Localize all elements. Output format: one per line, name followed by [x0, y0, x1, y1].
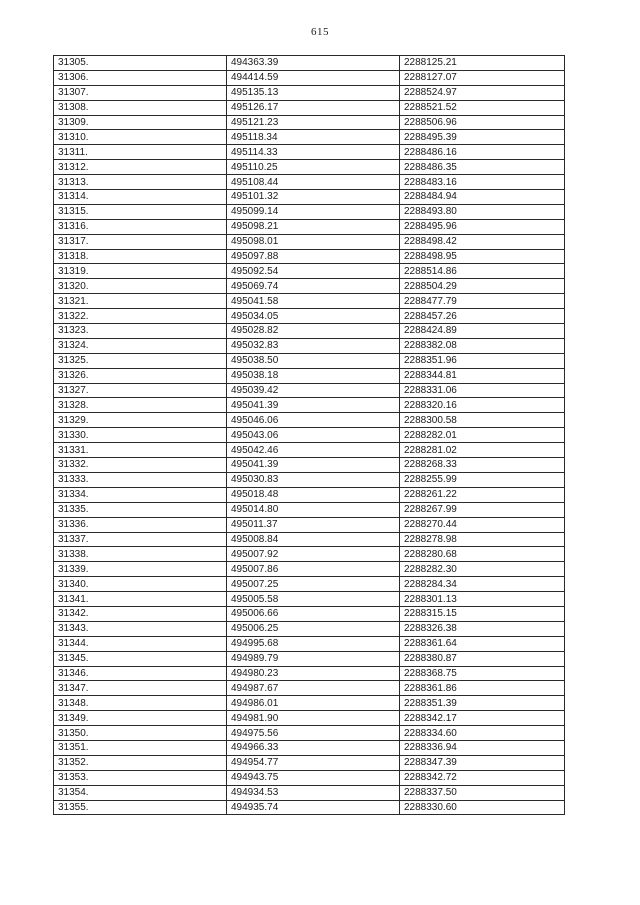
- x-coordinate-cell: 495099.14: [227, 204, 400, 219]
- point-number-cell: 31305.: [54, 56, 227, 71]
- point-number-cell: 31344.: [54, 636, 227, 651]
- y-coordinate-cell: 2288268.33: [400, 458, 565, 473]
- x-coordinate-cell: 495108.44: [227, 175, 400, 190]
- y-coordinate-cell: 2288486.16: [400, 145, 565, 160]
- point-number-cell: 31342.: [54, 606, 227, 621]
- x-coordinate-cell: 495034.05: [227, 309, 400, 324]
- point-number-cell: 31339.: [54, 562, 227, 577]
- y-coordinate-cell: 2288457.26: [400, 309, 565, 324]
- point-number-cell: 31329.: [54, 413, 227, 428]
- point-number-cell: 31312.: [54, 160, 227, 175]
- point-number-cell: 31317.: [54, 234, 227, 249]
- y-coordinate-cell: 2288261.22: [400, 487, 565, 502]
- y-coordinate-cell: 2288361.64: [400, 636, 565, 651]
- table-row: [54, 309, 565, 324]
- table-row: [54, 681, 565, 696]
- point-number-cell: 31346.: [54, 666, 227, 681]
- x-coordinate-cell: 495007.25: [227, 577, 400, 592]
- y-coordinate-cell: 2288483.16: [400, 175, 565, 190]
- point-number-cell: 31330.: [54, 428, 227, 443]
- point-number-cell: 31310.: [54, 130, 227, 145]
- table-row: [54, 160, 565, 175]
- table-row: [54, 651, 565, 666]
- y-coordinate-cell: 2288382.08: [400, 338, 565, 353]
- x-coordinate-cell: 495007.86: [227, 562, 400, 577]
- point-number-cell: 31354.: [54, 785, 227, 800]
- y-coordinate-cell: 2288326.38: [400, 621, 565, 636]
- y-coordinate-cell: 2288351.96: [400, 353, 565, 368]
- y-coordinate-cell: 2288282.30: [400, 562, 565, 577]
- point-number-cell: 31316.: [54, 219, 227, 234]
- coordinates-table-body: [54, 56, 565, 815]
- x-coordinate-cell: 494935.74: [227, 800, 400, 815]
- y-coordinate-cell: 2288330.60: [400, 800, 565, 815]
- point-number-cell: 31313.: [54, 175, 227, 190]
- x-coordinate-cell: 494980.23: [227, 666, 400, 681]
- table-row: [54, 502, 565, 517]
- y-coordinate-cell: 2288486.35: [400, 160, 565, 175]
- point-number-cell: 31347.: [54, 681, 227, 696]
- y-coordinate-cell: 2288267.99: [400, 502, 565, 517]
- x-coordinate-cell: 495028.82: [227, 324, 400, 339]
- point-number-cell: 31338.: [54, 547, 227, 562]
- point-number-cell: 31306.: [54, 70, 227, 85]
- x-coordinate-cell: 495114.33: [227, 145, 400, 160]
- table-row: [54, 696, 565, 711]
- x-coordinate-cell: 495126.17: [227, 100, 400, 115]
- y-coordinate-cell: 2288498.95: [400, 249, 565, 264]
- x-coordinate-cell: 495043.06: [227, 428, 400, 443]
- page-number: 615: [311, 26, 329, 38]
- table-row: [54, 800, 565, 815]
- table-row: [54, 592, 565, 607]
- point-number-cell: 31315.: [54, 204, 227, 219]
- y-coordinate-cell: 2288125.21: [400, 56, 565, 71]
- table-row: [54, 204, 565, 219]
- x-coordinate-cell: 494363.39: [227, 56, 400, 71]
- table-row: [54, 383, 565, 398]
- x-coordinate-cell: 494995.68: [227, 636, 400, 651]
- table-row: [54, 740, 565, 755]
- point-number-cell: 31320.: [54, 279, 227, 294]
- point-number-cell: 31324.: [54, 338, 227, 353]
- y-coordinate-cell: 2288514.86: [400, 264, 565, 279]
- table-row: [54, 70, 565, 85]
- x-coordinate-cell: 494986.01: [227, 696, 400, 711]
- y-coordinate-cell: 2288498.42: [400, 234, 565, 249]
- point-number-cell: 31353.: [54, 770, 227, 785]
- x-coordinate-cell: 494989.79: [227, 651, 400, 666]
- table-row: [54, 458, 565, 473]
- y-coordinate-cell: 2288278.98: [400, 532, 565, 547]
- table-row: [54, 711, 565, 726]
- coordinates-table: [53, 55, 565, 815]
- y-coordinate-cell: 2288284.34: [400, 577, 565, 592]
- table-row: [54, 726, 565, 741]
- table-row: [54, 487, 565, 502]
- x-coordinate-cell: 494934.53: [227, 785, 400, 800]
- y-coordinate-cell: 2288506.96: [400, 115, 565, 130]
- table-row: [54, 190, 565, 205]
- point-number-cell: 31321.: [54, 294, 227, 309]
- point-number-cell: 31352.: [54, 755, 227, 770]
- x-coordinate-cell: 495041.58: [227, 294, 400, 309]
- table-row: [54, 130, 565, 145]
- point-number-cell: 31345.: [54, 651, 227, 666]
- y-coordinate-cell: 2288477.79: [400, 294, 565, 309]
- x-coordinate-cell: 495006.66: [227, 606, 400, 621]
- x-coordinate-cell: 495092.54: [227, 264, 400, 279]
- x-coordinate-cell: 495038.18: [227, 368, 400, 383]
- x-coordinate-cell: 495030.83: [227, 472, 400, 487]
- point-number-cell: 31333.: [54, 472, 227, 487]
- table-row: [54, 547, 565, 562]
- x-coordinate-cell: 494954.77: [227, 755, 400, 770]
- table-row: [54, 443, 565, 458]
- table-row: [54, 517, 565, 532]
- x-coordinate-cell: 494981.90: [227, 711, 400, 726]
- table-row: [54, 338, 565, 353]
- x-coordinate-cell: 495069.74: [227, 279, 400, 294]
- table-row: [54, 621, 565, 636]
- table-row: [54, 532, 565, 547]
- x-coordinate-cell: 495011.37: [227, 517, 400, 532]
- table-row: [54, 666, 565, 681]
- y-coordinate-cell: 2288282.01: [400, 428, 565, 443]
- table-row: [54, 577, 565, 592]
- y-coordinate-cell: 2288127.07: [400, 70, 565, 85]
- y-coordinate-cell: 2288361.86: [400, 681, 565, 696]
- y-coordinate-cell: 2288334.60: [400, 726, 565, 741]
- table-row: [54, 562, 565, 577]
- point-number-cell: 31351.: [54, 740, 227, 755]
- y-coordinate-cell: 2288521.52: [400, 100, 565, 115]
- point-number-cell: 31311.: [54, 145, 227, 160]
- table-row: [54, 636, 565, 651]
- x-coordinate-cell: 495041.39: [227, 398, 400, 413]
- table-row: [54, 249, 565, 264]
- y-coordinate-cell: 2288300.58: [400, 413, 565, 428]
- x-coordinate-cell: 495098.21: [227, 219, 400, 234]
- x-coordinate-cell: 494987.67: [227, 681, 400, 696]
- point-number-cell: 31322.: [54, 309, 227, 324]
- y-coordinate-cell: 2288504.29: [400, 279, 565, 294]
- point-number-cell: 31340.: [54, 577, 227, 592]
- table-row: [54, 294, 565, 309]
- x-coordinate-cell: 495006.25: [227, 621, 400, 636]
- table-row: [54, 279, 565, 294]
- table-row: [54, 234, 565, 249]
- table-row: [54, 368, 565, 383]
- table-row: [54, 100, 565, 115]
- y-coordinate-cell: 2288493.80: [400, 204, 565, 219]
- x-coordinate-cell: 495014.80: [227, 502, 400, 517]
- x-coordinate-cell: 495041.39: [227, 458, 400, 473]
- y-coordinate-cell: 2288336.94: [400, 740, 565, 755]
- table-row: [54, 353, 565, 368]
- y-coordinate-cell: 2288424.89: [400, 324, 565, 339]
- y-coordinate-cell: 2288331.06: [400, 383, 565, 398]
- table-row: [54, 264, 565, 279]
- point-number-cell: 31331.: [54, 443, 227, 458]
- point-number-cell: 31332.: [54, 458, 227, 473]
- x-coordinate-cell: 495121.23: [227, 115, 400, 130]
- table-row: [54, 606, 565, 621]
- y-coordinate-cell: 2288351.39: [400, 696, 565, 711]
- y-coordinate-cell: 2288484.94: [400, 190, 565, 205]
- table-row: [54, 175, 565, 190]
- table-row: [54, 398, 565, 413]
- y-coordinate-cell: 2288342.72: [400, 770, 565, 785]
- x-coordinate-cell: 494966.33: [227, 740, 400, 755]
- point-number-cell: 31325.: [54, 353, 227, 368]
- point-number-cell: 31355.: [54, 800, 227, 815]
- x-coordinate-cell: 495042.46: [227, 443, 400, 458]
- x-coordinate-cell: 495110.25: [227, 160, 400, 175]
- point-number-cell: 31328.: [54, 398, 227, 413]
- x-coordinate-cell: 495046.06: [227, 413, 400, 428]
- x-coordinate-cell: 495038.50: [227, 353, 400, 368]
- table-row: [54, 324, 565, 339]
- x-coordinate-cell: 495098.01: [227, 234, 400, 249]
- table-row: [54, 755, 565, 770]
- point-number-cell: 31309.: [54, 115, 227, 130]
- x-coordinate-cell: 495007.92: [227, 547, 400, 562]
- point-number-cell: 31308.: [54, 100, 227, 115]
- point-number-cell: 31337.: [54, 532, 227, 547]
- point-number-cell: 31326.: [54, 368, 227, 383]
- y-coordinate-cell: 2288380.87: [400, 651, 565, 666]
- x-coordinate-cell: 495018.48: [227, 487, 400, 502]
- table-row: [54, 428, 565, 443]
- y-coordinate-cell: 2288255.99: [400, 472, 565, 487]
- x-coordinate-cell: 495039.42: [227, 383, 400, 398]
- point-number-cell: 31350.: [54, 726, 227, 741]
- y-coordinate-cell: 2288315.15: [400, 606, 565, 621]
- y-coordinate-cell: 2288368.75: [400, 666, 565, 681]
- point-number-cell: 31314.: [54, 190, 227, 205]
- point-number-cell: 31319.: [54, 264, 227, 279]
- x-coordinate-cell: 495118.34: [227, 130, 400, 145]
- table-row: [54, 219, 565, 234]
- table-row: [54, 413, 565, 428]
- x-coordinate-cell: 495032.83: [227, 338, 400, 353]
- point-number-cell: 31343.: [54, 621, 227, 636]
- y-coordinate-cell: 2288337.50: [400, 785, 565, 800]
- y-coordinate-cell: 2288344.81: [400, 368, 565, 383]
- table-row: [54, 145, 565, 160]
- table-row: [54, 56, 565, 71]
- point-number-cell: 31323.: [54, 324, 227, 339]
- y-coordinate-cell: 2288342.17: [400, 711, 565, 726]
- y-coordinate-cell: 2288524.97: [400, 85, 565, 100]
- point-number-cell: 31341.: [54, 592, 227, 607]
- x-coordinate-cell: 495097.88: [227, 249, 400, 264]
- x-coordinate-cell: 495008.84: [227, 532, 400, 547]
- table-row: [54, 85, 565, 100]
- y-coordinate-cell: 2288347.39: [400, 755, 565, 770]
- y-coordinate-cell: 2288270.44: [400, 517, 565, 532]
- x-coordinate-cell: 494414.59: [227, 70, 400, 85]
- table-row: [54, 472, 565, 487]
- point-number-cell: 31336.: [54, 517, 227, 532]
- point-number-cell: 31349.: [54, 711, 227, 726]
- point-number-cell: 31307.: [54, 85, 227, 100]
- table-row: [54, 115, 565, 130]
- x-coordinate-cell: 495101.32: [227, 190, 400, 205]
- point-number-cell: 31348.: [54, 696, 227, 711]
- y-coordinate-cell: 2288495.39: [400, 130, 565, 145]
- point-number-cell: 31334.: [54, 487, 227, 502]
- x-coordinate-cell: 494975.56: [227, 726, 400, 741]
- y-coordinate-cell: 2288320.16: [400, 398, 565, 413]
- point-number-cell: 31327.: [54, 383, 227, 398]
- y-coordinate-cell: 2288281.02: [400, 443, 565, 458]
- table-row: [54, 785, 565, 800]
- x-coordinate-cell: 495135.13: [227, 85, 400, 100]
- y-coordinate-cell: 2288301.13: [400, 592, 565, 607]
- table-row: [54, 770, 565, 785]
- x-coordinate-cell: 495005.58: [227, 592, 400, 607]
- x-coordinate-cell: 494943.75: [227, 770, 400, 785]
- y-coordinate-cell: 2288280.68: [400, 547, 565, 562]
- y-coordinate-cell: 2288495.96: [400, 219, 565, 234]
- point-number-cell: 31318.: [54, 249, 227, 264]
- point-number-cell: 31335.: [54, 502, 227, 517]
